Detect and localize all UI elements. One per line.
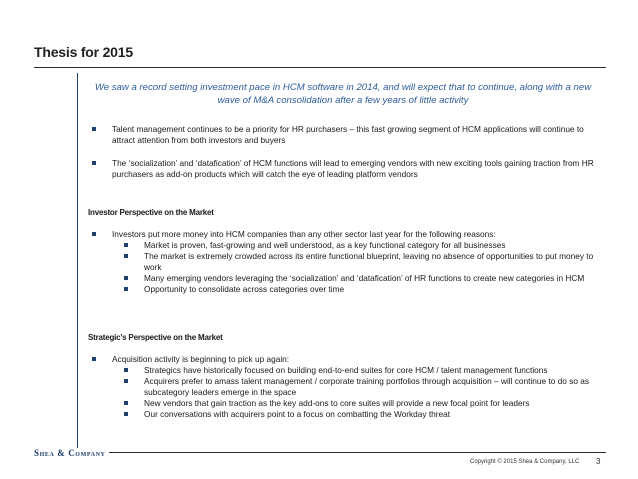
page-title: Thesis for 2015 [34, 44, 133, 60]
footer-divider [34, 452, 606, 453]
strategic-heading: Strategic’s Perspective on the Market [88, 333, 223, 342]
sub-list-item: Many emerging vendors leveraging the ‘socialization’ and ‘datafication’ of HR functions to create new categories in HCM [88, 273, 603, 284]
copyright-text: Copyright © 2015 Shea & Company, LLC [470, 459, 580, 465]
list-item: The ‘socialization’ and ‘datafication’ of HCM functions will lead to emerging vendors with new exciting tools gaining traction from HR purchasers as add-on products which will catch the eye of leading platform vendors [88, 158, 603, 180]
page-number: 3 [596, 457, 601, 466]
sub-list-item: Acquirers prefer to amass talent management / corporate training portfolios through acquisition – will continue to do so as subcategory leaders emerge in the space [88, 376, 603, 398]
sub-list-item: Market is proven, fast-growing and well understood, as a key functional category for all businesses [88, 240, 603, 251]
company-logo: Shea & Company [34, 448, 109, 458]
investor-heading: Investor Perspective on the Market [88, 208, 214, 217]
title-divider [34, 67, 606, 68]
strategic-section [88, 332, 603, 420]
sub-list-item: Opportunity to consolidate across categories over time [88, 284, 603, 295]
sub-list-item: The market is extremely crowded across its entire functional blueprint, leaving no absence of opportunities to put money to work [88, 251, 603, 273]
subtitle: We saw a record setting investment pace in HCM software in 2014, and will expect that to continue, along with a new wave of M&A consolidation after a few years of little activity [94, 82, 592, 106]
list-item: Talent management continues to be a priority for HR purchasers – this fast growing segment of HCM applications will continue to attract attention from both investors and buyers [88, 124, 603, 146]
list-item: Acquisition activity is beginning to pick up again: [88, 354, 603, 365]
intro-section [88, 124, 603, 180]
investor-section [88, 207, 603, 295]
sub-list-item: Our conversations with acquirers point to a focus on combatting the Workday threat [88, 409, 603, 420]
sub-list-item: New vendors that gain traction as the key add-ons to core suites will provide a new focal point for leaders [88, 398, 603, 409]
sub-list-item: Strategics have historically focused on building end-to-end suites for core HCM / talent management functions [88, 365, 603, 376]
left-accent-line [77, 73, 78, 451]
list-item: Investors put more money into HCM companies than any other sector last year for the following reasons: [88, 229, 603, 240]
